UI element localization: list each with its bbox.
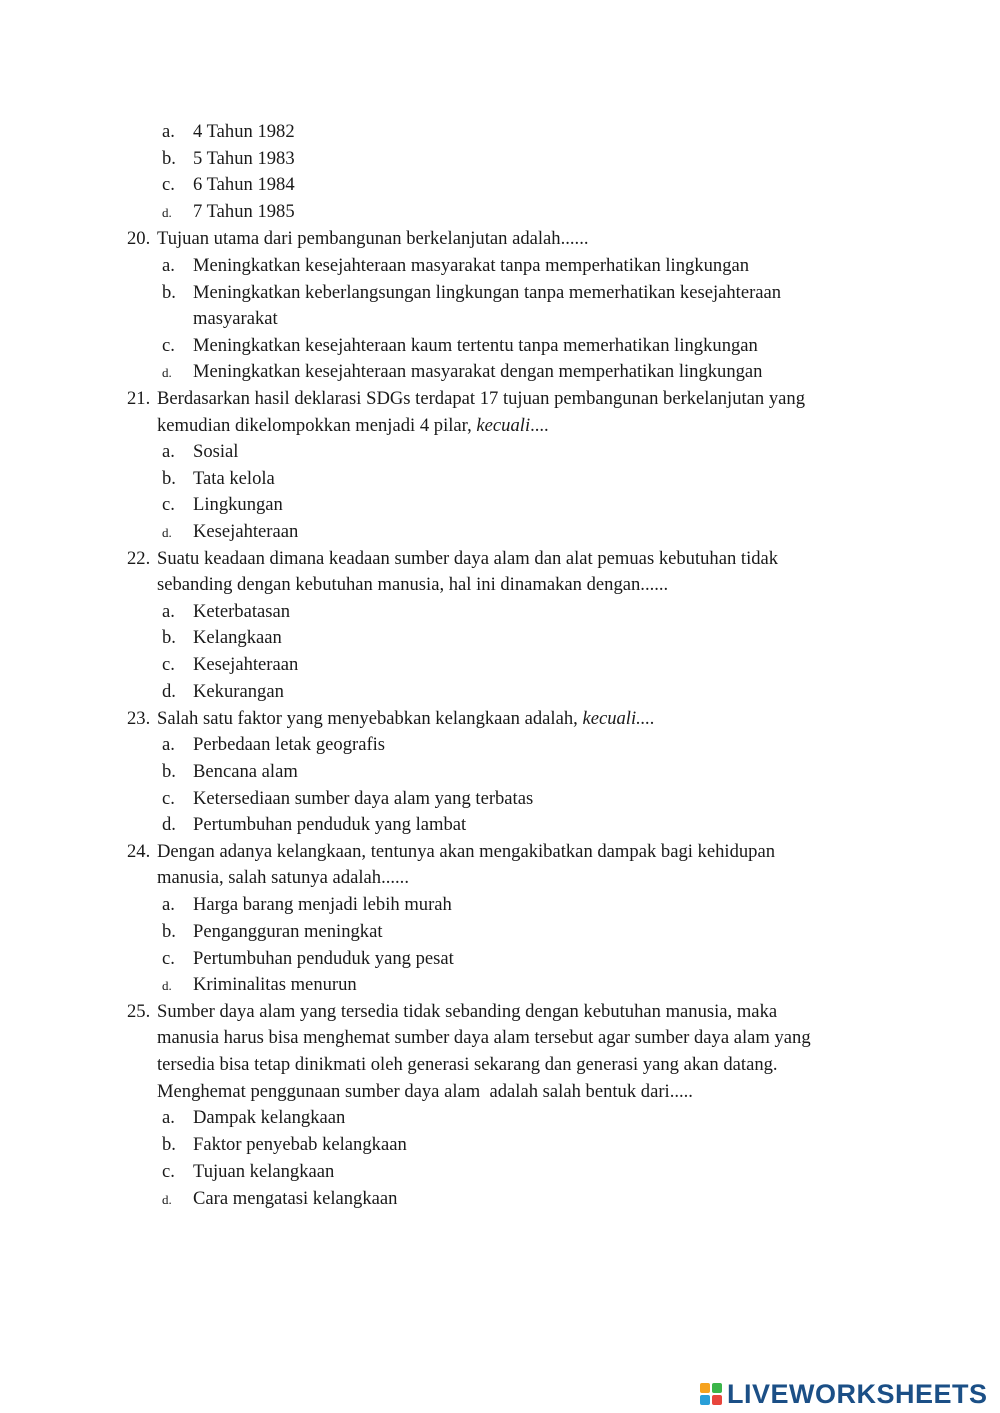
q25-option-a: a. Dampak kelangkaan bbox=[162, 1107, 346, 1128]
q23-option-a: a. Perbedaan letak geografis bbox=[162, 734, 386, 755]
q21-question: 21. Berdasarkan hasil deklarasi SDGs terdapat 17 tujuan pembangunan berkelanjutan yang bbox=[127, 388, 805, 409]
q24-question-continued: manusia, salah satunya adalah...... bbox=[157, 867, 409, 888]
liveworksheets-logo bbox=[700, 1378, 988, 1410]
q19-option-a: a. 4 Tahun 1982 bbox=[162, 121, 295, 142]
q24-option-c: c. Pertumbuhan penduduk yang pesat bbox=[162, 948, 454, 969]
q20-option-c: c. Meningkatkan kesejahteraan kaum tertentu tanpa memerhatikan lingkungan bbox=[162, 335, 758, 356]
q21-option-b: b. Tata kelola bbox=[162, 468, 275, 489]
q23-option-d: d. Pertumbuhan penduduk yang lambat bbox=[162, 814, 467, 835]
q22-option-a: a. Keterbatasan bbox=[162, 601, 291, 622]
q25-option-c: c. Tujuan kelangkaan bbox=[162, 1161, 335, 1182]
q22-option-d: d. Kekurangan bbox=[162, 681, 284, 702]
q20-option-d: d. Meningkatkan kesejahteraan masyarakat dengan memperhatikan lingkungan bbox=[162, 361, 763, 382]
q22-option-c: c. Kesejahteraan bbox=[162, 654, 299, 675]
q23-option-c: c. Ketersediaan sumber daya alam yang terbatas bbox=[162, 788, 534, 809]
q20-question: 20. Tujuan utama dari pembangunan berkelanjutan adalah...... bbox=[127, 228, 589, 249]
q22-option-b: b. Kelangkaan bbox=[162, 627, 282, 648]
q21-option-d: d. Kesejahteraan bbox=[162, 521, 299, 542]
q25-question-line2: manusia harus bisa menghemat sumber daya alam tersebut agar sumber daya alam yang bbox=[157, 1027, 811, 1048]
liveworksheets-logo-mark-icon bbox=[700, 1383, 722, 1405]
q19-option-b: b. 5 Tahun 1983 bbox=[162, 148, 295, 169]
liveworksheets-logo-text: LIVEWORKSHEETS bbox=[727, 1378, 988, 1409]
q24-option-a: a. Harga barang menjadi lebih murah bbox=[162, 894, 452, 915]
q22-question-continued: sebanding dengan kebutuhan manusia, hal ini dinamakan dengan...... bbox=[157, 574, 669, 595]
q22-question: 22. Suatu keadaan dimana keadaan sumber daya alam dan alat pemuas kebutuhan tidak bbox=[127, 548, 779, 569]
q25-question: 25. Sumber daya alam yang tersedia tidak sebanding dengan kebutuhan manusia, maka bbox=[127, 1001, 778, 1022]
q20-option-b: b. Meningkatkan keberlangsungan lingkungan tanpa memerhatikan kesejahteraan bbox=[162, 282, 782, 303]
q25-question-line4: Menghemat penggunaan sumber daya alam adalah salah bentuk dari..... bbox=[157, 1081, 693, 1102]
q21-option-a: a. Sosial bbox=[162, 441, 239, 462]
q21-option-c: c. Lingkungan bbox=[162, 494, 283, 515]
q19-option-c: c. 6 Tahun 1984 bbox=[162, 174, 295, 195]
q25-option-b: b. Faktor penyebab kelangkaan bbox=[162, 1134, 407, 1155]
q19-option-d: d. 7 Tahun 1985 bbox=[162, 201, 295, 222]
q24-question: 24. Dengan adanya kelangkaan, tentunya akan mengakibatkan dampak bagi kehidupan bbox=[127, 841, 776, 862]
q21-question-continued: kemudian dikelompokkan menjadi 4 pilar, kecuali.... bbox=[157, 415, 549, 436]
q20-option-a: a. Meningkatkan kesejahteraan masyarakat tanpa memperhatikan lingkungan bbox=[162, 255, 750, 276]
q24-option-d: d. Kriminalitas menurun bbox=[162, 974, 357, 995]
q23-option-b: b. Bencana alam bbox=[162, 761, 298, 782]
q24-option-b: b. Pengangguran meningkat bbox=[162, 921, 383, 942]
q20-option-b-continued: masyarakat bbox=[193, 308, 278, 329]
q25-question-line3: tersedia bisa tetap dinikmati oleh generasi sekarang dan generasi yang akan datang. bbox=[157, 1054, 778, 1075]
q23-question: 23. Salah satu faktor yang menyebabkan kelangkaan adalah, kecuali.... bbox=[127, 708, 655, 729]
q25-option-d: d. Cara mengatasi kelangkaan bbox=[162, 1188, 398, 1209]
